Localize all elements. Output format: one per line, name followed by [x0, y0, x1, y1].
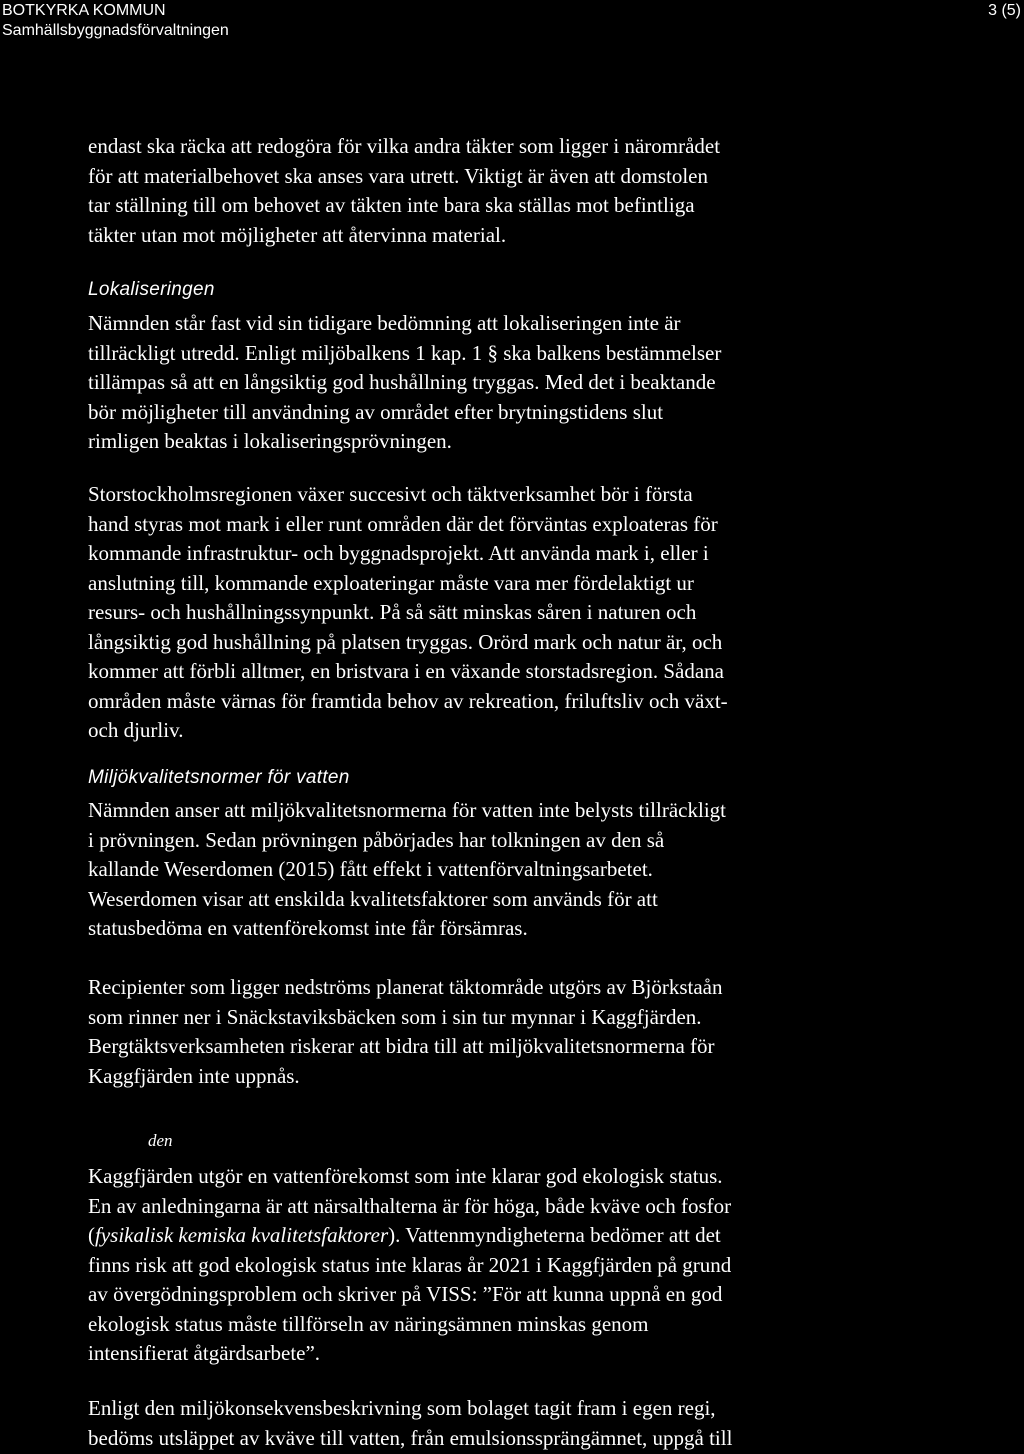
- paragraph-region-growth: Storstockholmsregionen växer succesivt och täktverksamhet bör i första hand styras mot mark i eller runt områden där det förväntas exploateras för kommande infrastruktur- och byggnadsprojekt. Att använda mark i, eller i anslutning till, kommande exploateringar måste vara mer fördelaktigt ur resurs- och hushållningssynpunkt. På så sätt minskas såren i naturen och långsiktig god hushållning på platsen tryggas. Orörd mark och natur är, och kommer att förbli alltmer, en bristvara i en växande storstadsregion. Sådana områden måste värnas för framtida behov av rekreation, friluftsliv och växt- och djurliv.: [88, 482, 728, 742]
- heading-fragment: den: [148, 1131, 173, 1150]
- paragraph-text: ). Vattenmyndigheterna bedömer att det finns risk att god ekologisk status inte klaras år 2021 i Kaggfjärden på grund av övergödningsproblem och skriver på VISS: ”För att kunna uppnå en god ekologisk status måste tillförseln av näringsämnen minskas genom intensifierat åtgärdsarbete”.: [88, 1223, 732, 1365]
- paragraph-recipients: Recipienter som ligger nedströms planerat täktområde utgörs av Björkstaån som rinner ner i Snäckstaviksbäcken som i sin tur mynnar i Kaggfjärden. Bergtäktsverksamheten riskerar att bidra till att miljökvalitetsnormerna för Kaggfjärden inte uppnås.: [88, 975, 723, 1088]
- paragraph-kaggfjarden-status: [88, 1162, 868, 1369]
- heading-lokaliseringen: Lokaliseringen: [88, 279, 215, 300]
- heading-mkn-vatten: Miljökvalitetsnormer för vatten: [88, 767, 350, 788]
- paragraph-localization: Nämnden står fast vid sin tidigare bedömning att lokaliseringen inte är tillräckligt utredd. Enligt miljöbalkens 1 kap. 1 § ska balkens bestämmelser tillämpas så att en långsiktig god hushållning tryggas. Med det i beaktande bör möjligheter till användning av området efter brytningstidens slut rimligen beaktas i lokaliseringsprövningen.: [88, 311, 722, 453]
- header-department: Samhällsbyggnadsförvaltningen: [2, 22, 229, 39]
- paragraph-text: Kaggfjärden utgör en vattenförekomst som inte klarar god ekologisk status. En av anledningarna är att närsalthalterna är för höga, både kväve och fosfor (: [88, 1164, 732, 1247]
- header-organization: BOTKYRKA KOMMUN: [2, 2, 166, 19]
- paragraph-weser-ruling: Nämnden anser att miljökvalitetsnormerna för vatten inte belysts tillräckligt i prövningen. Sedan prövningen påbörjades har tolkningen av den så kallande Weserdomen (2015) fått effekt i vattenförvaltningsarbetet. Weserdomen visar att enskilda kvalitetsfaktorer som används för att statusbedöma en vattenförekomst inte får försämras.: [88, 798, 726, 940]
- paragraph-material-need: endast ska räcka att redogöra för vilka andra täkter som ligger i närområdet för att materialbehovet ska anses vara utrett. Viktigt är även att domstolen tar ställning till om behovet av täkten inte bara ska ställas mot befintliga täkter utan mot möjligheter att återvinna material.: [88, 134, 721, 247]
- italic-term: fysikalisk kemiska kvalitetsfaktorer: [95, 1223, 389, 1247]
- page-number: 3 (5): [988, 2, 1021, 19]
- paragraph-emissions: Enligt den miljökonsekvensbeskrivning som bolaget tagit fram i egen regi, bedöms utsläppet av kväve till vatten, från emulsionssprängämnet, uppgå till: [88, 1396, 733, 1450]
